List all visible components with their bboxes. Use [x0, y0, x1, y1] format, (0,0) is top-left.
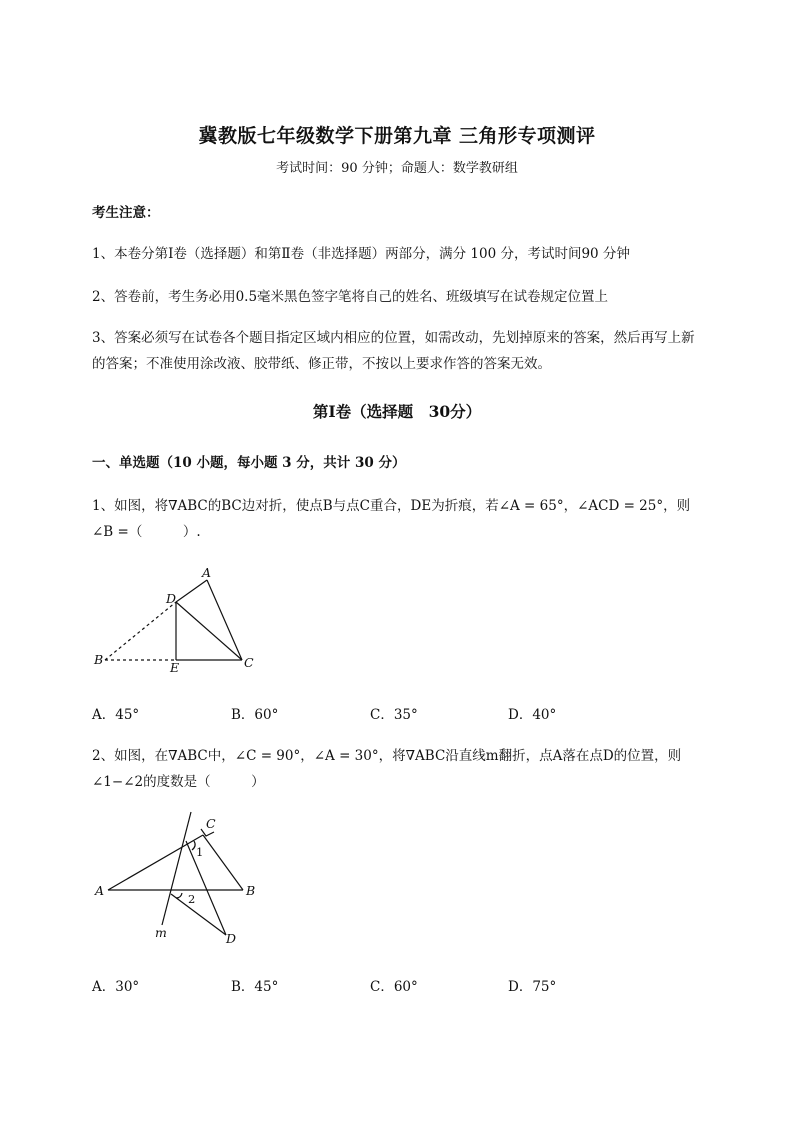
q2-label-m: m	[155, 925, 167, 940]
q2-label-c: C	[206, 816, 216, 831]
q2-option-a[interactable]: A．30°	[92, 979, 140, 995]
section-title: 第Ⅰ卷（选择题 30分）	[312, 402, 482, 421]
q1-line-ac	[207, 580, 242, 660]
q2-figure	[88, 810, 278, 950]
q1-label-d: D	[166, 591, 177, 606]
q2-label-b: B	[246, 883, 256, 898]
q2-label-angle-2: 2	[188, 892, 196, 906]
notice-heading: 考生注意：	[92, 205, 160, 221]
q2-stem-cont: ∠1−∠2的度数是（ ）	[92, 774, 265, 790]
notice-item-1: 1、本卷分第Ⅰ卷（选择题）和第Ⅱ卷（非选择题）两部分，满分 100 分，考试时间90 分钟	[92, 246, 630, 262]
q2-label-angle-1: 1	[196, 845, 204, 859]
q1-line-da	[176, 580, 207, 602]
q1-stem-cont: ∠B =（ ）.	[92, 524, 201, 540]
q2-stem: 2、如图，在∇ABC中，∠C = 90°，∠A = 30°，将∇ABC沿直线m翻折，点A落在点D的位置，则	[92, 748, 682, 764]
part-heading: 一、单选题（10 小题，每小题 3 分，共计 30 分）	[92, 455, 406, 471]
notice-item-3-cont: 的答案；不准使用涂改液、胶带纸、修正带，不按以上要求作答的答案无效。	[92, 356, 551, 372]
q1-line-dc	[176, 602, 242, 660]
q2-option-c[interactable]: C．60°	[370, 979, 418, 995]
q1-figure	[88, 560, 268, 680]
notice-item-3: 3、答案必须写在试卷各个题目指定区域内相应的位置，如需改动，先划掉原来的答案，然后再写上新	[92, 330, 695, 346]
q1-label-e: E	[170, 660, 180, 675]
q2-line-m	[162, 812, 191, 925]
q1-option-a[interactable]: A．45°	[92, 707, 140, 723]
q1-stem: 1、如图，将∇ABC的BC边对折，使点B与点C重合，DE为折痕，若∠A = 65°，∠ACD = 25°，则	[92, 498, 691, 514]
q1-line-bd	[105, 602, 176, 660]
q1-option-b[interactable]: B．60°	[231, 707, 279, 723]
q2-line-cb	[203, 835, 243, 890]
page-title: 冀教版七年级数学下册第九章 三角形专项测评	[198, 125, 596, 147]
q1-label-a: A	[202, 565, 212, 580]
q2-option-b[interactable]: B．45°	[231, 979, 279, 995]
notice-item-2: 2、答卷前，考生务必用0.5毫米黑色签字笔将自己的姓名、班级填写在试卷规定位置上	[92, 289, 609, 305]
exam-info: 考试时间：90 分钟；命题人：数学教研组	[276, 161, 518, 176]
q2-angle-2-arc	[176, 893, 182, 898]
q2-line-fold-d	[186, 841, 226, 935]
q1-label-c: C	[244, 655, 254, 670]
q2-label-a: A	[95, 883, 105, 898]
q2-label-d: D	[226, 931, 237, 946]
q2-angle-1-arc	[192, 841, 195, 850]
q2-option-d[interactable]: D．75°	[508, 979, 557, 995]
q1-option-c[interactable]: C．35°	[370, 707, 418, 723]
q1-label-b: B	[94, 652, 104, 667]
q1-option-d[interactable]: D．40°	[508, 707, 557, 723]
q2-line-ac	[108, 835, 203, 890]
